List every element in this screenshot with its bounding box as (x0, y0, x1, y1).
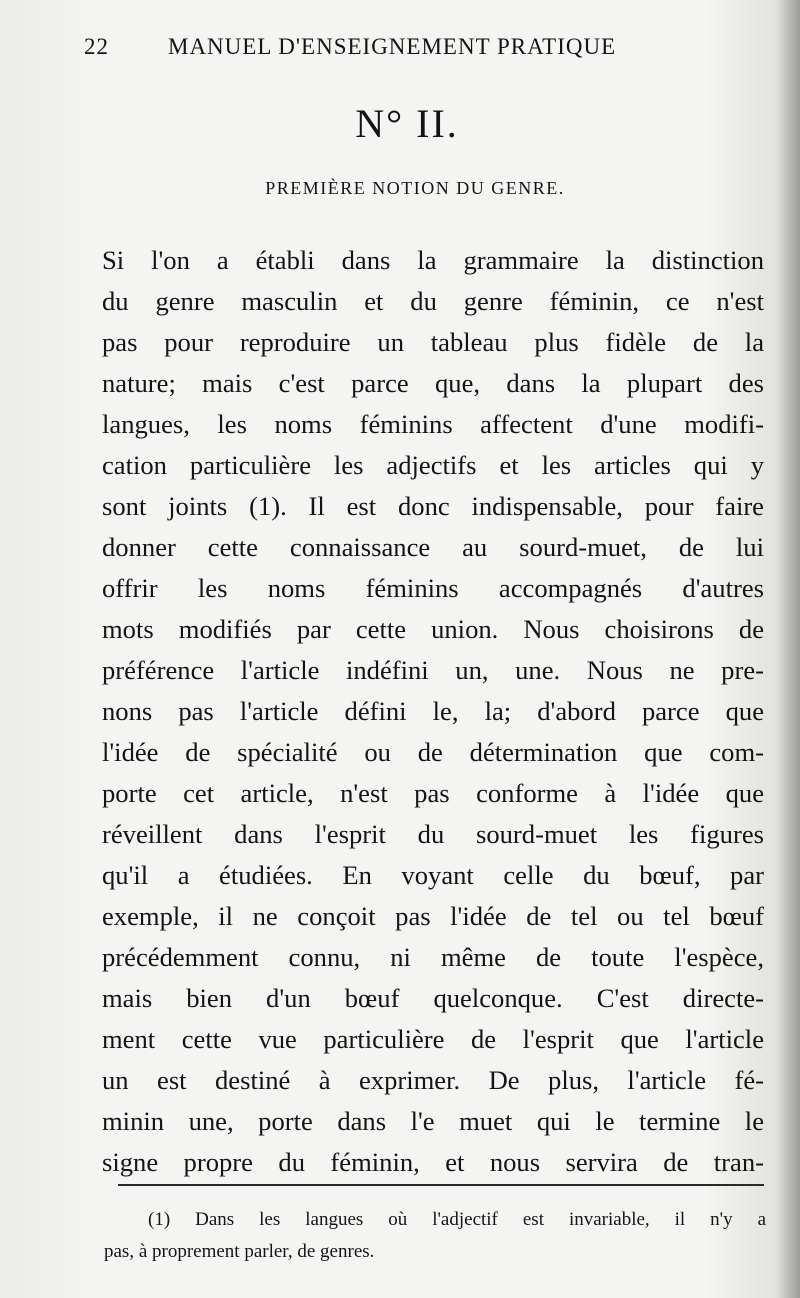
text-line: nons pas l'article défini le, la; d'abord parce que (102, 696, 764, 726)
text-line: qu'il a étudiées. En voyant celle du bœuf, par (102, 860, 764, 890)
text-line: minin une, porte dans l'e muet qui le termine le (102, 1106, 764, 1136)
text-line: réveillent dans l'esprit du sourd-muet les figures (102, 819, 764, 849)
text-line: un est destiné à exprimer. De plus, l'article fé- (102, 1065, 764, 1095)
text-line: offrir les noms féminins accompagnés d'autres (102, 573, 764, 603)
text-line: l'idée de spécialité ou de détermination que com- (102, 737, 764, 767)
text-line: ment cette vue particulière de l'esprit que l'article (102, 1024, 764, 1054)
text-line: exemple, il ne conçoit pas l'idée de tel ou tel bœuf (102, 901, 764, 931)
text-line: sont joints (1). Il est donc indispensable, pour faire (102, 491, 764, 521)
footnote-line: (1) Dans les langues où l'adjectif est invariable, il n'y a (148, 1209, 766, 1230)
text-line: signe propre du féminin, et nous servira de tran- (102, 1147, 764, 1177)
text-line: nature; mais c'est parce que, dans la plupart des (102, 368, 764, 398)
section-number: N° II. (355, 101, 459, 146)
text-line: pas pour reproduire un tableau plus fidèle de la (102, 327, 764, 357)
text-line: mais bien d'un bœuf quelconque. C'est directe- (102, 983, 764, 1013)
footnote (104, 1204, 766, 1268)
footnote-line: pas, à proprement parler, de genres. (104, 1241, 375, 1262)
text-line: langues, les noms féminins affectent d'une modifi- (102, 409, 764, 439)
text-line: du genre masculin et du genre féminin, ce n'est (102, 286, 764, 316)
footnote-rule (118, 1184, 764, 1186)
text-line: précédemment connu, ni même de toute l'espèce, (102, 942, 764, 972)
section-title: PREMIÈRE NOTION DU GENRE. (265, 178, 565, 198)
text-line: préférence l'article indéfini un, une. Nous ne pre- (102, 655, 764, 685)
text-line: cation particulière les adjectifs et les articles qui y (102, 450, 764, 480)
body-text (102, 240, 764, 1183)
text-line: Si l'on a établi dans la grammaire la distinction (102, 245, 764, 275)
text-line: mots modifiés par cette union. Nous choisirons de (102, 614, 764, 644)
text-line: porte cet article, n'est pas conforme à l'idée que (102, 778, 764, 808)
page-number: 22 (84, 34, 109, 59)
text-line: donner cette connaissance au sourd-muet, de lui (102, 532, 764, 562)
running-head: MANUEL D'ENSEIGNEMENT PRATIQUE (168, 34, 617, 59)
